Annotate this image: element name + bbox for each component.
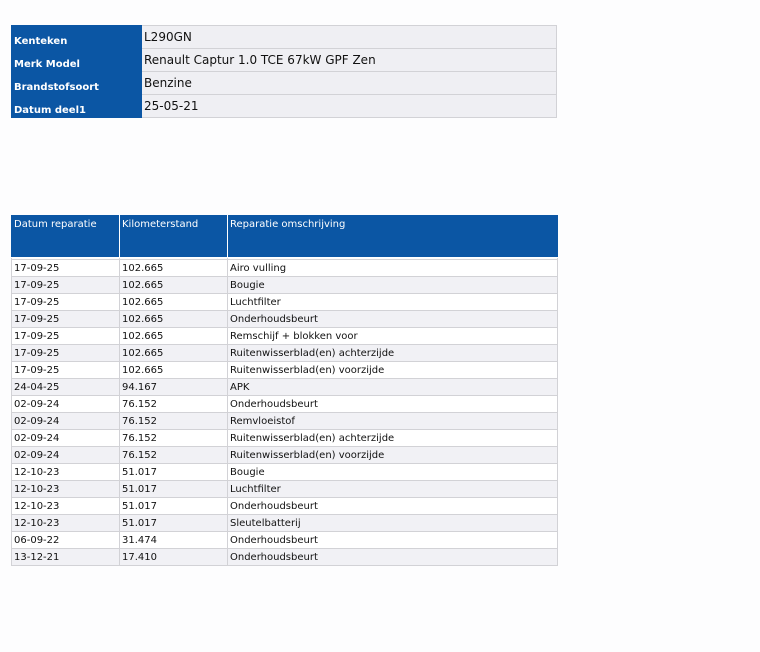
table-row xyxy=(12,481,558,498)
cell-km: 51.017 xyxy=(120,515,228,532)
cell-description: Remvloeistof xyxy=(228,413,558,430)
vehicle-value: 25-05-21 xyxy=(142,95,557,118)
cell-km: 102.665 xyxy=(120,328,228,345)
vehicle-value: Renault Captur 1.0 TCE 67kW GPF Zen xyxy=(142,49,557,72)
cell-date: 06-09-22 xyxy=(12,532,120,549)
vehicle-row-brandstofsoort xyxy=(12,72,557,95)
table-row xyxy=(12,464,558,481)
column-header-km: Kilometerstand xyxy=(120,216,228,258)
vehicle-row-kenteken xyxy=(12,26,557,49)
vehicle-row-merk-model xyxy=(12,49,557,72)
cell-description: Luchtfilter xyxy=(228,481,558,498)
cell-date: 17-09-25 xyxy=(12,260,120,277)
cell-date: 17-09-25 xyxy=(12,362,120,379)
vehicle-value: Benzine xyxy=(142,72,557,95)
table-row xyxy=(12,260,558,277)
cell-description: APK xyxy=(228,379,558,396)
cell-km: 102.665 xyxy=(120,294,228,311)
cell-date: 12-10-23 xyxy=(12,515,120,532)
cell-description: Ruitenwisserblad(en) achterzijde xyxy=(228,345,558,362)
table-row xyxy=(12,498,558,515)
cell-description: Bougie xyxy=(228,464,558,481)
cell-description: Sleutelbatterij xyxy=(228,515,558,532)
cell-km: 94.167 xyxy=(120,379,228,396)
vehicle-label: Brandstofsoort xyxy=(12,72,142,95)
cell-date: 24-04-25 xyxy=(12,379,120,396)
cell-description: Remschijf + blokken voor xyxy=(228,328,558,345)
column-header-description: Reparatie omschrijving xyxy=(228,216,558,258)
vehicle-label: Merk Model xyxy=(12,49,142,72)
cell-km: 102.665 xyxy=(120,345,228,362)
table-row xyxy=(12,447,558,464)
vehicle-row-datum-deel1 xyxy=(12,95,557,118)
cell-km: 51.017 xyxy=(120,498,228,515)
cell-description: Ruitenwisserblad(en) voorzijde xyxy=(228,447,558,464)
table-row xyxy=(12,277,558,294)
cell-description: Luchtfilter xyxy=(228,294,558,311)
cell-km: 76.152 xyxy=(120,413,228,430)
table-row xyxy=(12,430,558,447)
cell-description: Ruitenwisserblad(en) achterzijde xyxy=(228,430,558,447)
cell-km: 51.017 xyxy=(120,464,228,481)
cell-date: 12-10-23 xyxy=(12,481,120,498)
cell-km: 102.665 xyxy=(120,362,228,379)
cell-km: 31.474 xyxy=(120,532,228,549)
cell-description: Onderhoudsbeurt xyxy=(228,396,558,413)
cell-date: 02-09-24 xyxy=(12,447,120,464)
repair-history-table xyxy=(11,215,558,566)
table-row xyxy=(12,311,558,328)
table-row xyxy=(12,362,558,379)
cell-date: 13-12-21 xyxy=(12,549,120,566)
vehicle-value: L290GN xyxy=(142,26,557,49)
cell-description: Ruitenwisserblad(en) voorzijde xyxy=(228,362,558,379)
vehicle-info-table xyxy=(11,25,557,118)
vehicle-label: Datum deel1 xyxy=(12,95,142,118)
cell-date: 02-09-24 xyxy=(12,413,120,430)
cell-km: 76.152 xyxy=(120,396,228,413)
cell-date: 17-09-25 xyxy=(12,345,120,362)
table-row xyxy=(12,328,558,345)
table-row xyxy=(12,294,558,311)
table-row xyxy=(12,532,558,549)
cell-date: 17-09-25 xyxy=(12,328,120,345)
cell-description: Airo vulling xyxy=(228,260,558,277)
cell-date: 12-10-23 xyxy=(12,498,120,515)
cell-description: Bougie xyxy=(228,277,558,294)
table-row xyxy=(12,379,558,396)
vehicle-label: Kenteken xyxy=(12,26,142,49)
cell-description: Onderhoudsbeurt xyxy=(228,498,558,515)
cell-km: 76.152 xyxy=(120,447,228,464)
repair-rows xyxy=(12,258,558,566)
cell-description: Onderhoudsbeurt xyxy=(228,532,558,549)
repair-header-row xyxy=(12,216,558,258)
table-row xyxy=(12,515,558,532)
cell-km: 76.152 xyxy=(120,430,228,447)
cell-km: 102.665 xyxy=(120,260,228,277)
table-row xyxy=(12,345,558,362)
cell-date: 17-09-25 xyxy=(12,277,120,294)
cell-km: 17.410 xyxy=(120,549,228,566)
cell-date: 17-09-25 xyxy=(12,294,120,311)
table-row xyxy=(12,413,558,430)
table-row xyxy=(12,396,558,413)
cell-date: 02-09-24 xyxy=(12,430,120,447)
cell-km: 51.017 xyxy=(120,481,228,498)
column-header-date: Datum reparatie xyxy=(12,216,120,258)
cell-date: 12-10-23 xyxy=(12,464,120,481)
cell-date: 17-09-25 xyxy=(12,311,120,328)
cell-date: 02-09-24 xyxy=(12,396,120,413)
table-row xyxy=(12,549,558,566)
cell-km: 102.665 xyxy=(120,277,228,294)
cell-km: 102.665 xyxy=(120,311,228,328)
cell-description: Onderhoudsbeurt xyxy=(228,311,558,328)
cell-description: Onderhoudsbeurt xyxy=(228,549,558,566)
